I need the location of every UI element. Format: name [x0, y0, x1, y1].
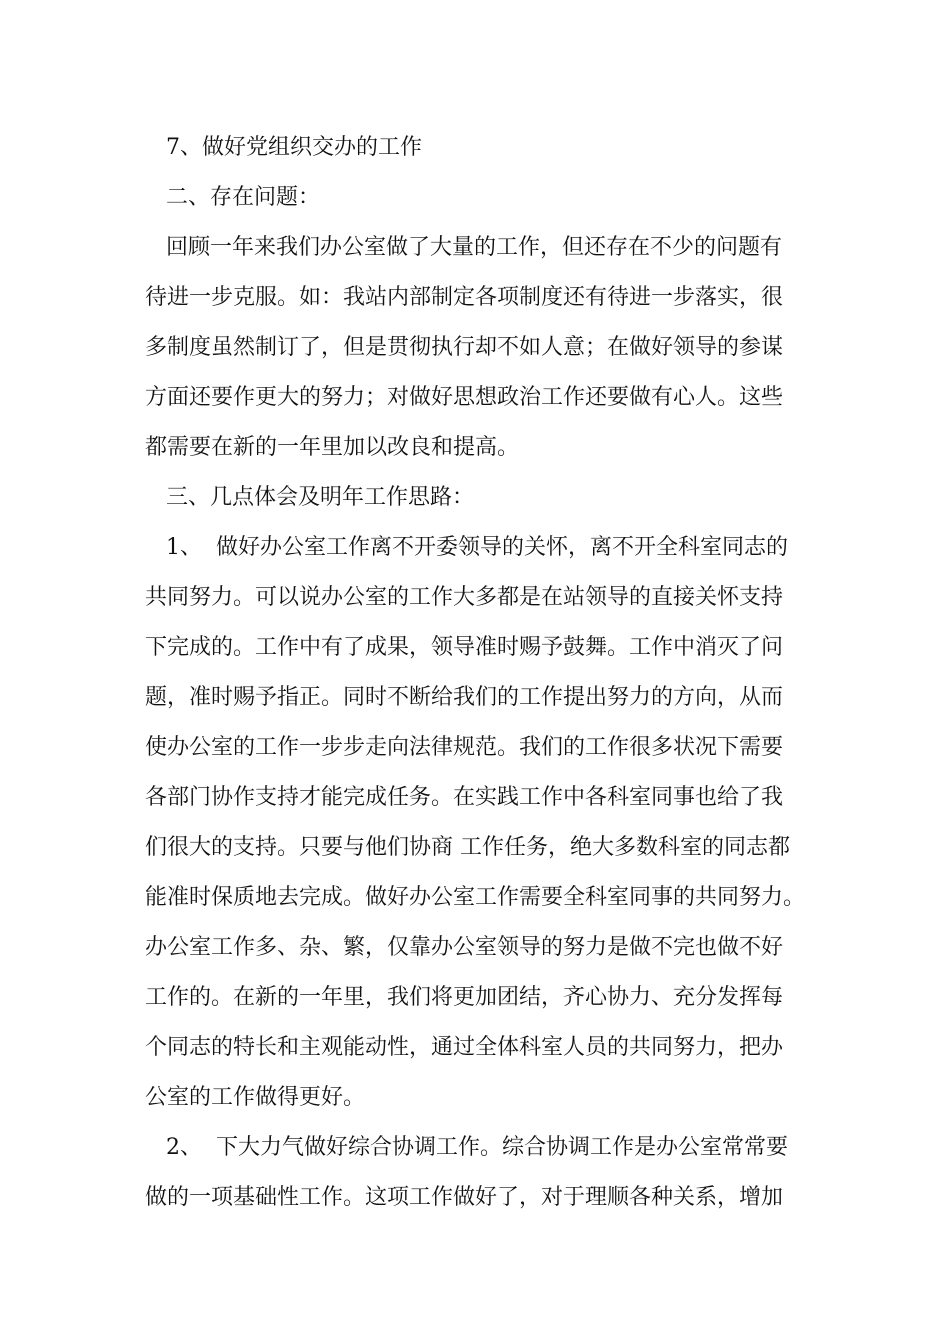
text-line: 公室的工作做得更好。 [145, 1085, 366, 1110]
text-line: 待进一步克服。如：我站内部制定各项制度还有待进一步落实，很 [145, 285, 784, 310]
text-line: 做的一项基础性工作。这项工作做好了，对于理顺各种关系，增加 [145, 1185, 784, 1210]
text-line: 共同努力。可以说办公室的工作大多都是在站领导的直接关怀支持 [145, 585, 784, 610]
text-line: 方面还要作更大的努力；对做好思想政治工作还要做有心人。这些 [145, 385, 784, 410]
text-line: 们很大的支持。只要与他们协商 工作任务，绝大多数科室的同志都 [145, 835, 790, 860]
text-line: 使办公室的工作一步步走向法律规范。我们的工作很多状况下需要 [145, 735, 784, 760]
text-line: 都需要在新的一年里加以改良和提高。 [145, 435, 520, 460]
text-line: 各部门协作支持才能完成任务。在实践工作中各科室同事也给了我 [145, 785, 784, 810]
text-line: 办公室工作多、杂、繁，仅靠办公室领导的努力是做不完也做不好 [145, 935, 784, 960]
text-line: 个同志的特长和主观能动性，通过全体科室人员的共同努力，把办 [145, 1035, 784, 1060]
text-line: 1、 做好办公室工作离不开委领导的关怀，离不开全科室同志的 [145, 535, 788, 560]
text-line: 能准时保质地去完成。做好办公室工作需要全科室同事的共同努力。 [145, 885, 806, 910]
text-line: 多制度虽然制订了，但是贯彻执行却不如人意；在做好领导的参谋 [145, 335, 784, 360]
text-line: 工作的。在新的一年里，我们将更加团结，齐心协力、充分发挥每 [145, 985, 784, 1010]
text-line: 二、存在问题： [145, 185, 320, 210]
text-line: 2、 下大力气做好综合协调工作。综合协调工作是办公室常常要 [145, 1135, 788, 1160]
text-line: 7、做好党组织交办的工作 [145, 135, 422, 160]
text-line: 下完成的。工作中有了成果，领导准时赐予鼓舞。工作中消灭了问 [145, 635, 784, 660]
text-line: 三、几点体会及明年工作思路： [145, 485, 474, 510]
text-line: 回顾一年来我们办公室做了大量的工作，但还存在不少的问题有 [145, 235, 782, 260]
text-line: 题，准时赐予指正。同时不断给我们的工作提出努力的方向，从而 [145, 685, 784, 710]
